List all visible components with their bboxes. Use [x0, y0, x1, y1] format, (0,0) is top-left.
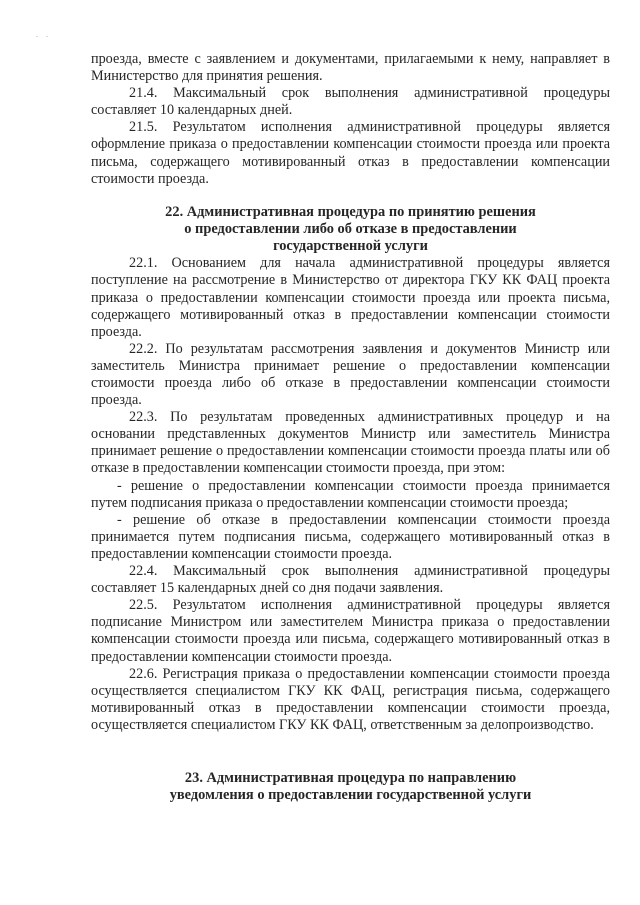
paragraph-22-1: 22.1. Основанием для начала административной процедуры является поступление на рассмотрение в Министерство от директора ГКУ КК ФАЦ проекта приказа о предоставлении компенсации стоимости проезда или проекта письма, содержащего мотивированный отказ в предоставлении компенсации стоимости проезда. — [91, 255, 610, 340]
paragraph-22-3: 22.3. По результатам проведенных административных процедур и на основании представленных документов Министр или заместитель Министра принимает решение о предоставлении компенсации стоимости проезда платы или об отказе в предоставлении компенсации стоимости проезда, при этом: — [91, 409, 610, 477]
list-item-grant: - решение о предоставлении компенсации стоимости проезда принимается путем подписания приказа о предоставлении компенсации стоимости проезда; — [91, 477, 610, 511]
paragraph-21-4: 21.4. Максимальный срок выполнения административной процедуры составляет 10 календарных дней. — [91, 85, 610, 119]
document-body — [91, 51, 610, 804]
section-23-heading — [91, 770, 610, 804]
section-23-heading-line: 23. Административная процедура по направлению — [184, 769, 517, 786]
margin-mark: . . — [36, 30, 51, 39]
paragraph-22-2: 22.2. По результатам рассмотрения заявления и документов Министр или заместитель Министра принимает решение о предоставлении компенсации стоимости проезда либо об отказе в предоставлении компенсации стоимости проезда. — [91, 340, 610, 409]
section-22-heading-line: о предоставлении либо об отказе в предоставлении — [184, 220, 517, 237]
paragraph-22-4: 22.4. Максимальный срок выполнения административной процедуры составляет 15 календарных дней со дня подачи заявления. — [91, 563, 610, 597]
paragraph-22-6: 22.6. Регистрация приказа о предоставлении компенсации стоимости проезда осуществляется специалистом ГКУ КК ФАЦ, регистрация письма, содержащего мотивированный отказ в предоставлении компенсации стоимости проезда, осуществляется специалистом ГКУ КК ФАЦ, ответственным за делопроизводство. — [91, 665, 610, 733]
section-22-heading-line: государственной услуги — [273, 238, 428, 255]
section-22-heading — [91, 204, 610, 256]
section-23-heading-line: уведомления о предоставлении государственной услуги — [169, 787, 532, 804]
paragraph-22-5: 22.5. Результатом исполнения административной процедуры является подписание Министром или заместителем Министра приказа о предоставлении компенсации стоимости проезда или письма, содержащего мотивированный отказ в предоставлении компенсации стоимости проезда. — [91, 597, 610, 665]
list-item-refusal: - решение об отказе в предоставлении компенсации стоимости проезда принимается путем подписания письма, содержащего мотивированный отказ в предоставлении компенсации стоимости проезда. — [91, 511, 610, 562]
paragraph-continuation: проезда, вместе с заявлением и документами, прилагаемыми к нему, направляет в Министерство для принятия решения. — [91, 51, 610, 85]
paragraph-21-5: 21.5. Результатом исполнения административной процедуры является оформление приказа о предоставлении компенсации стоимости проезда или проекта письма, содержащего мотивированный отказ в предоставлении компенсации стоимости проезда. — [91, 119, 610, 187]
section-22-heading-line: 22. Административная процедура по принятию решения — [165, 203, 536, 220]
